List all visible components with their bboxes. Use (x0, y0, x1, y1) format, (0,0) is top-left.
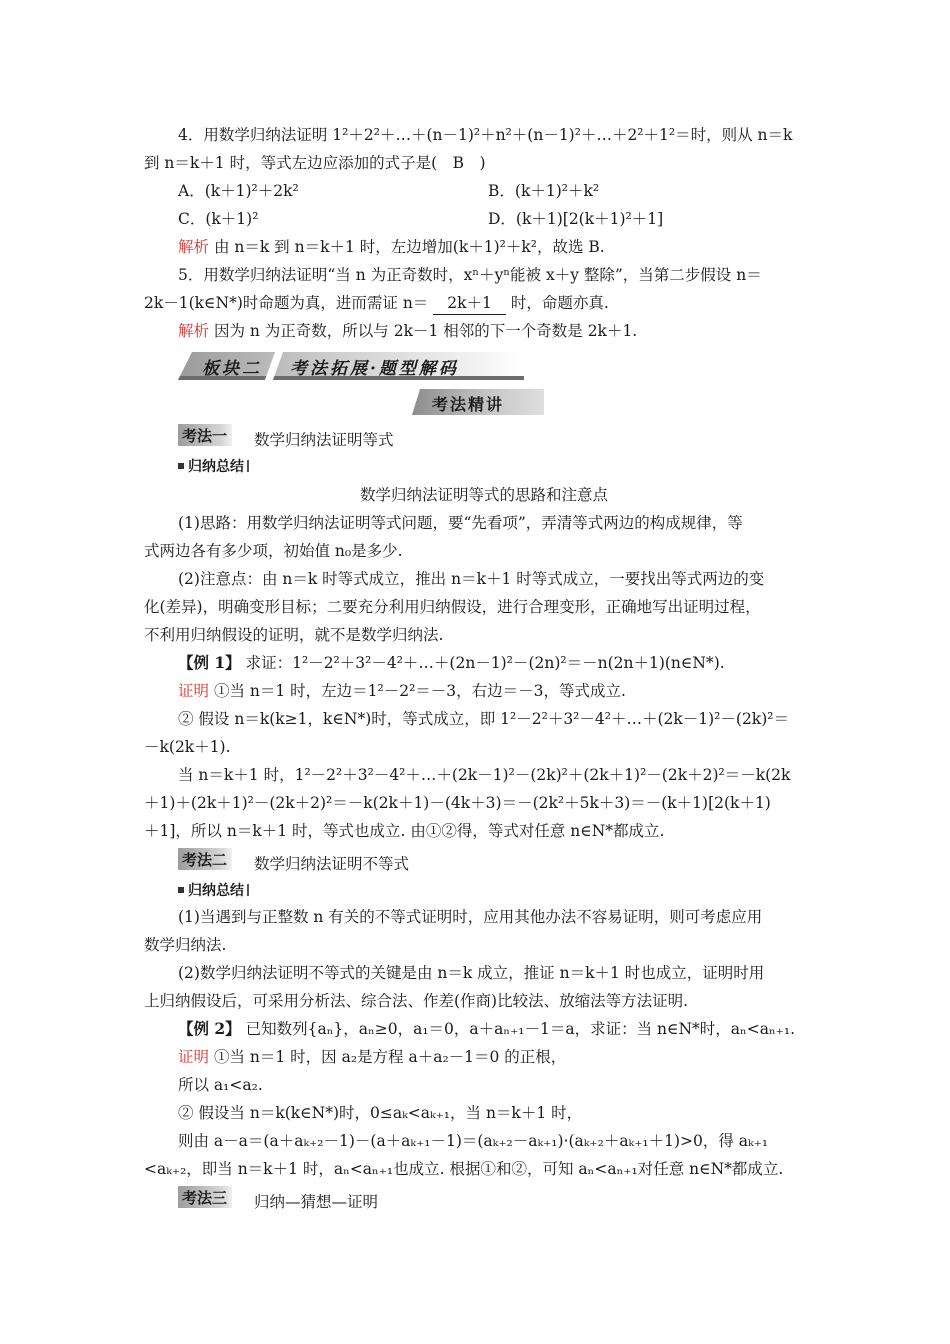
method1-p2-line3: 不利用归纳假设的证明，就不是数学归纳法. (144, 626, 444, 644)
bar-icon (247, 884, 249, 896)
example2-text: 已知数列{aₙ}，aₙ≥0，a₁＝0，a＋aₙ₊₁－1＝a，求证：当 n∈N*时，aₙ<aₙ₊₁. (245, 1020, 795, 1038)
example1-text: 求证：1²－2²＋3²－4²＋…＋(2n－1)²－(2n)²＝－n(2n＋1)(n∈N*). (245, 654, 725, 672)
bar-icon (247, 460, 249, 472)
proof2-step2: ② 假设当 n＝k(k∈N*)时，0≤aₖ<aₖ₊₁，当 n＝k＋1 时， (178, 1104, 583, 1122)
method1-tag: 考法一 (182, 427, 228, 445)
proof-label: 证明 (178, 682, 210, 700)
method2-p2-line1: (2)数学归纳法证明不等式的关键是由 n＝k 成立，推证 n＝k＋1 时也成立，证明时用 (178, 964, 765, 982)
method3-title: 归纳—猜想—证明 (254, 1193, 379, 1211)
proof-label: 证明 (178, 1048, 210, 1066)
q5-line2-a: 2k－1(k∈N*)时命题为真，进而需证 n＝ (144, 294, 429, 312)
q4-option-a: A．(k＋1)²＋2k² (178, 182, 299, 200)
proof1-step3-line1: 当 n＝k＋1 时，1²－2²＋3²－4²＋…＋(2k－1)²－(2k)²＋(2k＋1)²－(2k＋2)²＝－k(2k (178, 766, 791, 784)
q5-analysis (178, 320, 637, 342)
example1-label: 【例 1】 (178, 653, 241, 672)
banner-part: 板块二 (202, 359, 262, 379)
q5-line1: 5．用数学归纳法证明“当 n 为正奇数时，xⁿ＋yⁿ能被 x＋y 整除”，当第二步假设 n＝ (178, 266, 762, 284)
banner-title: 考法拓展·题型解码 (290, 359, 459, 379)
method1-summary-label: 归纳总结 (178, 456, 249, 474)
method2-summary-label: 归纳总结 (178, 880, 249, 898)
analysis-text: 由 n＝k 到 n＝k＋1 时，左边增加(k＋1)²＋k²，故选 B. (213, 238, 605, 256)
method2-title: 数学归纳法证明不等式 (254, 855, 410, 873)
method1-title: 数学归纳法证明等式 (254, 431, 394, 449)
analysis-label: 解析 (178, 238, 210, 256)
section-banner (178, 352, 524, 380)
analysis-text: 因为 n 为正奇数，所以与 2k－1 相邻的下一个奇数是 2k＋1. (213, 322, 638, 340)
method2-p1-line2: 数学归纳法. (144, 936, 227, 954)
sub-header (412, 389, 544, 415)
method1-heading: 数学归纳法证明等式的思路和注意点 (360, 486, 609, 504)
square-bullet-icon (178, 887, 184, 893)
square-bullet-icon (178, 463, 184, 469)
method2-p1-line1: (1)当遇到与正整数 n 有关的不等式证明时，应用其他办法不容易证明，则可考虑应用 (178, 908, 763, 926)
q4-analysis (178, 236, 605, 258)
method1-p2-line2: 化(差异)，明确变形目标；二要充分利用归纳假设，进行合理变形，正确地写出证明过程， (144, 598, 761, 616)
example1 (178, 652, 725, 674)
method2-tag: 考法二 (182, 851, 228, 869)
analysis-label: 解析 (178, 322, 210, 340)
proof1-step2-line1: ② 假设 n＝k(k≥1，k∈N*)时，等式成立，即 1²－2²＋3²－4²＋…＋(2k－1)²－(2k)²＝ (178, 710, 789, 728)
proof2-step3-line1: 则由 a－a＝(a＋aₖ₊₂－1)－(a＋aₖ₊₁－1)＝(aₖ₊₂－aₖ₊₁)·(aₖ₊₂＋aₖ₊₁＋1)>0，得 aₖ₊₁ (178, 1132, 769, 1150)
method3-tag: 考法三 (182, 1189, 228, 1207)
example2 (178, 1018, 795, 1040)
proof1-step3-line2: ＋1)＋(2k＋1)²－(2k＋2)²＝－k(2k＋1)－(4k＋3)＝－(2k²＋5k＋3)＝－(k＋1)[2(k＋1) (144, 794, 771, 812)
proof2-step1: 证明 ①当 n＝1 时，因 a₂是方程 a＋a₂－1＝0 的正根， (178, 1048, 567, 1066)
q5-line2-b: 时，命题亦真. (510, 294, 609, 312)
proof1-step3-line3: ＋1]，所以 n＝k＋1 时，等式也成立. 由①②得，等式对任意 n∈N*都成立. (144, 822, 665, 840)
method1-p1-line1: (1)思路：用数学归纳法证明等式问题，要“先看项”，弄清等式两边的构成规律，等 (178, 514, 743, 532)
sub-header-text: 考法精讲 (432, 395, 505, 414)
q4-option-c: C．(k＋1)² (178, 210, 259, 228)
method1-p2-line1: (2)注意点：由 n＝k 时等式成立，推出 n＝k＋1 时等式成立，一要找出等式两边的变 (178, 570, 765, 588)
q4-option-b: B．(k＋1)²＋k² (488, 182, 600, 200)
q4-option-d: D．(k＋1)[2(k＋1)²＋1] (488, 210, 664, 228)
q4-line2: 到 n＝k＋1 时，等式左边应添加的式子是( B ) (144, 154, 486, 172)
method2-p2-line2: 上归纳假设后，可采用分析法、综合法、作差(作商)比较法、放缩法等方法证明. (144, 992, 689, 1010)
q5-line2 (144, 292, 609, 315)
proof2-step1b: 所以 a₁<a₂. (178, 1076, 263, 1094)
proof1-step2-line2: －k(2k＋1). (144, 738, 231, 756)
method1-p1-line2: 式两边各有多少项，初始值 n₀是多少. (144, 542, 403, 560)
example2-label: 【例 2】 (178, 1019, 241, 1038)
proof1-step1: 证明 ①当 n＝1 时，左边＝1²－2²＝－3，右边＝－3，等式成立. (178, 682, 626, 700)
proof2-step3-line2: <aₖ₊₂，即当 n＝k＋1 时，aₙ<aₙ₊₁也成立. 根据①和②，可知 aₙ<aₙ₊₁对任意 n∈N*都成立. (144, 1160, 784, 1178)
q4-line1: 4．用数学归纳法证明 1²＋2²＋…＋(n－1)²＋n²＋(n－1)²＋…＋2²＋1²＝时，则从 n＝k (178, 126, 793, 144)
q5-answer: 2k＋1 (433, 292, 506, 315)
